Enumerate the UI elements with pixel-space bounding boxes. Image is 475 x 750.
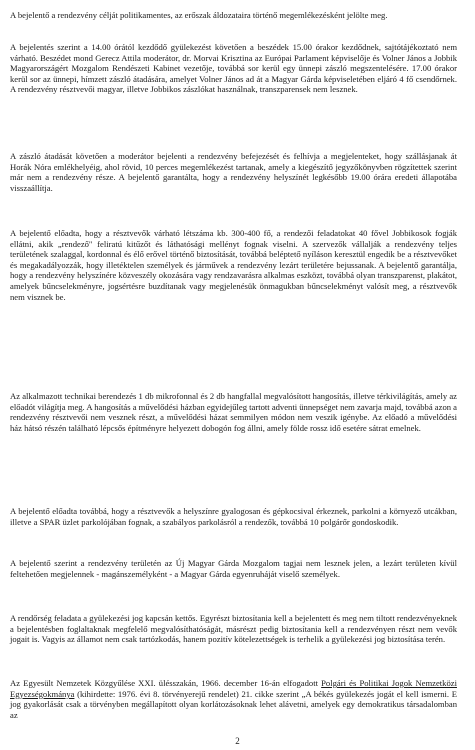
covenant-text-after: (kihirdette: 1976. évi 8. törvényerejű rendelet) 21. cikke szerint „A békés gyülekezés jogát el kell ismerni. E jog gyakorlását csak a törvényben megállapított olyan korlátozásoknak lehet alávetni, amelyek egy demokratikus társadalomban az [10,688,457,720]
paragraph-flag-handover: A zászló átadását követően a moderátor bejelenti a rendezvény befejezését és felhívja a megjelenteket, hogy szállásjanak át Horák Nóra emlékhelyéig, ahol rövid, 10 perces megemlékezést tartanak, amely a kiegészítő jegyzőkönyvben rögzítettek szerint már nem a rendezvény része. A bejelentő garantálta, hogy a rendezvény helyszínét legkésőbb 19.00 órára eredeti állapotába visszaállítja. [10,151,457,193]
paragraph-covenant [10,678,457,720]
page-number: 2 [235,736,240,746]
covenant-title: Polgári és Politikai Jogok Nemzetközi Egyezségokmánya [10,678,457,699]
paragraph-guard: A bejelentő szerint a rendezvény területén az Új Magyar Gárda Mozgalom tagjai nem lesznek jelen, a lezárt területen kívül feltehetően megjelennek - magánszemélyként - a Magyar Gárda egyenruháját viselő személyek. [10,558,457,579]
paragraph-parking: A bejelentő előadta továbbá, hogy a résztvevők a helyszínre gyalogosan és gépkocsival érkeznek, parkolni a környező utcákban, illetve a SPAR üzlet parkolójában fognak, a szabályos parkolásról a rendezők, továbbá 10 polgárőr gondoskodik. [10,506,457,527]
paragraph-participants: A bejelentő előadta, hogy a résztvevők várható létszáma kb. 300-400 fő, a rendezői feladatokat 40 fővel Jobbikosok fogják ellátni, akik „rendező" feliratú kitűzőt és láthatósági mellényt fognak viselni. A szervezők vállalják a rendezvény teljes területének szalaggal, kordonnal és élő erővel történő biztosítását, továbbá beléptető nyíláson keresztül engedik be a résztvevőket és megakadályozzák, hogy illetéktelen személyek és járművek a rendezvény lezárt területére bejussanak. A bejelentő garantálja, hogy a rendezvény helyszínére közveszély okozására vagy rendzavarásra alkalmas eszközt, továbbá olyan transzparenst, plakátot, amelyek bűncselekményre, jogsértésre buzdítanak vagy megjelenésük önmagukban bűncselekményt valósít meg, a résztvevők nem visznek be. [10,228,457,302]
paragraph-police-duty: A rendőrség feladata a gyülekezési jog kapcsán kettős. Egyrészt biztosítania kell a bejelentett és meg nem tiltott rendezvényeknek a bejelentésben foglaltaknak megfelelő megvalósíthatóságát, másrészt pedig biztosítania kell a rendezvényen részt nem vevők jogait is. Vagyis az államot nem csak tartózkodás, hanem pozitív kötelezettségek is terhelik a gyülekezési jog biztosítása terén. [10,613,457,645]
covenant-text-before: Az Egyesült Nemzetek Közgyűlése XXI. ülésszakán, 1966. december 16-án elfogadott [10,678,322,688]
paragraph-program: A bejelentés szerint a 14.00 órától kezdődő gyülekezést követően a beszédek 15.00 órakor kezdődnek, sajtótájékoztató nem várható. Beszédet mond Gerecz Attila moderátor, dr. Morvai Krisztina az Európai Parlament képviselője és Volner János a Jobbik Magyarországért Mozgalom Rendészeti Kabinet vezetője, továbbá sor kerül egy ünnepi zászló megszentelésére. 17.00 órakor kerül sor az ünnepi, hímzett zászló átadására, amelyet Volner János ad át a Magyar Gárda képviseletében eljáró 4 fő csendőrnek. A rendezvény résztvevői magyar, illetve Jobbikos zászlókat használnak, transzparensek nem lesznek. [10,42,457,95]
paragraph-purpose: A bejelentő a rendezvény célját politikamentes, az erőszak áldozataira történő megemlékezésként jelölte meg. [10,10,388,20]
paragraph-technical: Az alkalmazott technikai berendezés 1 db mikrofonnal és 2 db hangfallal megvalósított hangosítás, illetve térkivilágítás, amely az előadót világítja meg. A hangosítás a művelődési házban egyidejűleg tartott adventi ünnepséget nem zavarja majd, továbbá azon a rendezvény résztvevői nem vesznek részt, a művelődési házat semmilyen módon nem veszik igénybe. Az előadó a művelődési ház hátsó részén található lépcsős építményre helyezett dobogón fog állni, amely földe rossz idő esetére sátrat emelnek. [10,391,457,433]
